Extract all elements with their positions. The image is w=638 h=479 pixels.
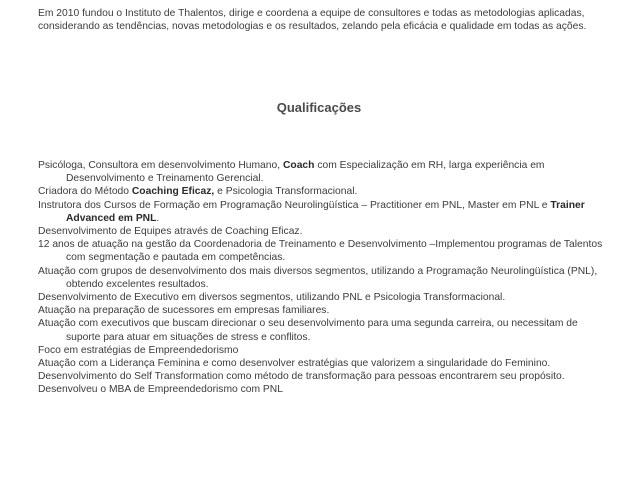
qualification-item: Criadora do Método Coaching Eficaz, e Psicologia Transformacional. <box>38 186 358 198</box>
qualification-item: Desenvolvimento de Executivo em diversos segmentos, utilizando PNL e Psicologia Transformacional. <box>38 292 506 304</box>
qualification-item: Desenvolveu o MBA de Empreendedorismo com PNL <box>38 384 283 396</box>
qualification-item: Atuação com a Liderança Feminina e como desenvolver estratégias que valorizem a singularidade do Feminino. <box>38 358 551 370</box>
section-heading: Qualificações <box>276 100 362 115</box>
qualification-item: Instrutora dos Cursos de Formação em Programação Neurolingüística – Practitioner em PNL, Master em PNL e Trainer Advanced em PNL. <box>38 199 585 224</box>
qualification-item: 12 anos de atuação na gestão da Coordenadoria de Treinamento e Desenvolvimento –Implementou programas de Talentos com segmentação e pautada em competências. <box>38 239 603 264</box>
qualification-item: Foco em estratégias de Empreendedorismo <box>38 344 239 356</box>
intro-paragraph: Em 2010 fundou o Instituto de Thalentos, dirige e coordena a equipe de consultores e todas as metodologias aplicadas, <box>38 8 585 19</box>
qualification-item: Desenvolvimento de Equipes através de Coaching Eficaz. <box>38 226 303 238</box>
intro-paragraph: considerando as tendências, novas metodologias e os resultados, zelando pela eficácia e qualidade em todas as ações. <box>38 21 587 33</box>
qualification-item: Psicóloga, Consultora em desenvolvimento Humano, Coach com Especialização em RH, larga experiência em Desenvolvimento e Treinamento Gerencial. <box>38 160 545 185</box>
qualification-item: Atuação com grupos de desenvolvimento dos mais diversos segmentos, utilizando a Programação Neurolingüística (PNL), obtendo excelentes resultados. <box>38 265 598 290</box>
qualification-item: Atuação com executivos que buscam direcionar o seu desenvolvimento para uma segunda carreira, ou necessitam de suporte para atuar em situações de stress e conflitos. <box>38 318 578 343</box>
intro-section <box>38 7 604 33</box>
qualifications-list <box>38 159 604 397</box>
qualification-item: Desenvolvimento do Self Transformation como método de transformação para pessoas encontrarem seu propósito. <box>38 371 565 383</box>
qualification-item: Atuação na preparação de sucessores em empresas familiares. <box>38 305 330 317</box>
